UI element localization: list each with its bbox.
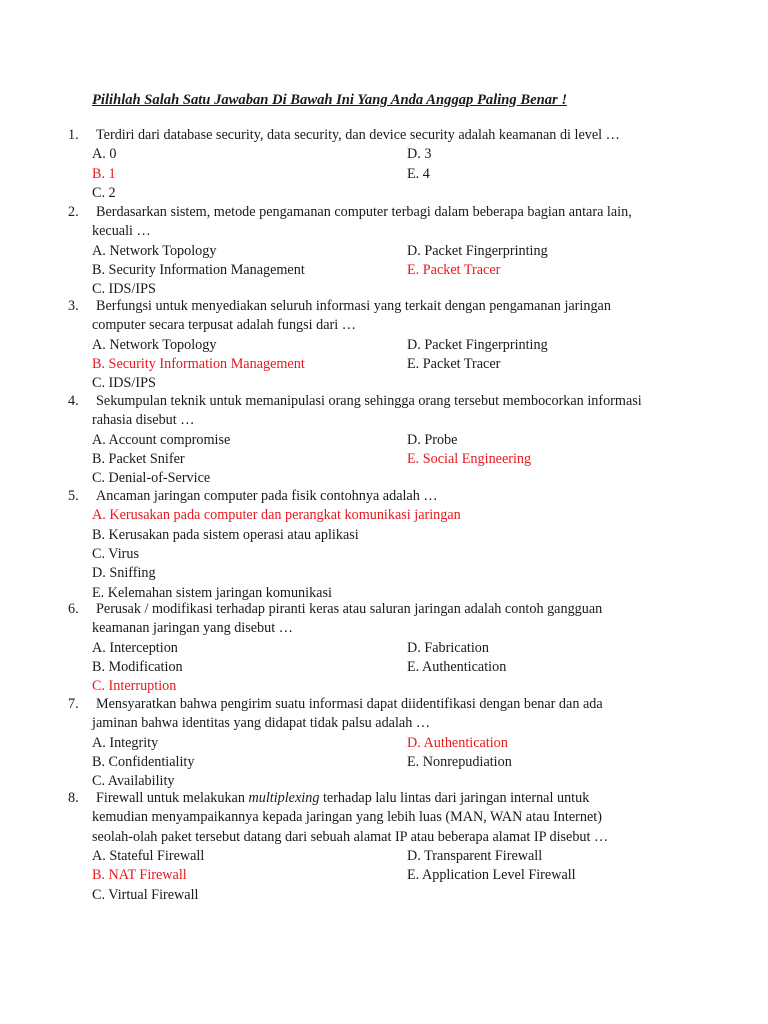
option-e: E. Application Level Firewall	[407, 867, 576, 884]
option-a: A. Interception	[92, 639, 178, 656]
option-a: A. 0	[92, 146, 117, 163]
option-e: E. Packet Tracer	[407, 355, 501, 372]
option-a: A. Network Topology	[92, 242, 217, 259]
option-e: E. Authentication	[407, 658, 507, 675]
option-c: C. Availability	[92, 773, 175, 790]
question-text: computer secara terpusat adalah fungsi dari …	[92, 317, 356, 334]
question-text: Berdasarkan sistem, metode pengamanan computer terbagi dalam beberapa bagian antara lain,	[96, 204, 632, 220]
option-e: E. Nonrepudiation	[407, 753, 512, 770]
question-text: kemudian menyampaikannya kepada jaringan yang lebih luas (MAN, WAN atau Internet)	[92, 809, 602, 826]
option-c: C. Interruption	[92, 678, 177, 695]
option-c: C. Virus	[92, 545, 139, 562]
option-a: A. Network Topology	[92, 336, 217, 353]
question-text: jaminan bahwa identitas yang didapat tidak palsu adalah …	[92, 715, 431, 732]
option-a: A. Integrity	[92, 734, 159, 751]
option-d: D. Sniffing	[92, 565, 156, 582]
option-d: D. 3	[407, 146, 432, 163]
option-c: C. IDS/IPS	[92, 281, 156, 298]
question-number: 2.	[68, 204, 79, 220]
question-text: Terdiri dari database security, data security, dan device security adalah keamanan di level …	[96, 127, 620, 143]
option-b: B. 1	[92, 165, 116, 182]
option-b: B. Security Information Management	[92, 355, 305, 372]
page-title: Pilihlah Salah Satu Jawaban Di Bawah Ini Yang Anda Anggap Paling Benar !	[92, 92, 568, 108]
question-text: rahasia disebut …	[92, 412, 195, 429]
question-number: 8.	[68, 790, 79, 806]
option-d: D. Fabrication	[407, 639, 489, 656]
option-c: C. 2	[92, 184, 116, 201]
question-text: Perusak / modifikasi terhadap piranti keras atau saluran jaringan adalah contoh gangguan	[96, 601, 603, 617]
option-c: C. Virtual Firewall	[92, 886, 199, 903]
question-text: Ancaman jaringan computer pada fisik contohnya adalah …	[96, 488, 438, 504]
question-number: 5.	[68, 488, 79, 504]
option-e: E. Packet Tracer	[407, 261, 501, 278]
question-number: 1.	[68, 127, 79, 143]
option-a: A. Kerusakan pada computer dan perangkat komunikasi jaringan	[92, 507, 461, 524]
option-d: D. Probe	[407, 431, 458, 448]
question-number: 4.	[68, 393, 79, 409]
option-b: B. Confidentiality	[92, 753, 195, 770]
option-b: B. Packet Snifer	[92, 450, 185, 467]
option-a: A. Account compromise	[92, 431, 231, 448]
question-text: Mensyaratkan bahwa pengirim suatu informasi dapat diidentifikasi dengan benar dan ada	[96, 696, 603, 712]
option-c: C. IDS/IPS	[92, 375, 156, 392]
option-b: B. Security Information Management	[92, 261, 305, 278]
option-d: D. Transparent Firewall	[407, 847, 543, 864]
question-text: Sekumpulan teknik untuk memanipulasi orang sehingga orang tersebut membocorkan informasi	[96, 393, 642, 409]
option-e: E. Social Engineering	[407, 450, 532, 467]
question-text: keamanan jaringan yang disebut …	[92, 620, 293, 637]
question-text: kecuali …	[92, 223, 151, 240]
question-text: seolah-olah paket tersebut datang dari sebuah alamat IP atau beberapa alamat IP disebut …	[92, 828, 609, 845]
option-d: D. Packet Fingerprinting	[407, 336, 548, 353]
option-a: A. Stateful Firewall	[92, 847, 205, 864]
question-number: 3.	[68, 298, 79, 314]
option-d: D. Authentication	[407, 734, 508, 751]
question-text: Berfungsi untuk menyediakan seluruh informasi yang terkait dengan pengamanan jaringan	[96, 298, 611, 314]
option-e: E. 4	[407, 165, 430, 182]
option-c: C. Denial-of-Service	[92, 470, 211, 487]
option-b: B. NAT Firewall	[92, 867, 187, 884]
option-b: B. Modification	[92, 658, 183, 675]
question-number: 7.	[68, 696, 79, 712]
question-number: 6.	[68, 601, 79, 617]
option-d: D. Packet Fingerprinting	[407, 242, 548, 259]
option-b: B. Kerusakan pada sistem operasi atau aplikasi	[92, 526, 359, 543]
question-text: Firewall untuk melakukan multiplexing terhadap lalu lintas dari jaringan internal untuk	[96, 790, 590, 806]
option-e: E. Kelemahan sistem jaringan komunikasi	[92, 584, 332, 601]
